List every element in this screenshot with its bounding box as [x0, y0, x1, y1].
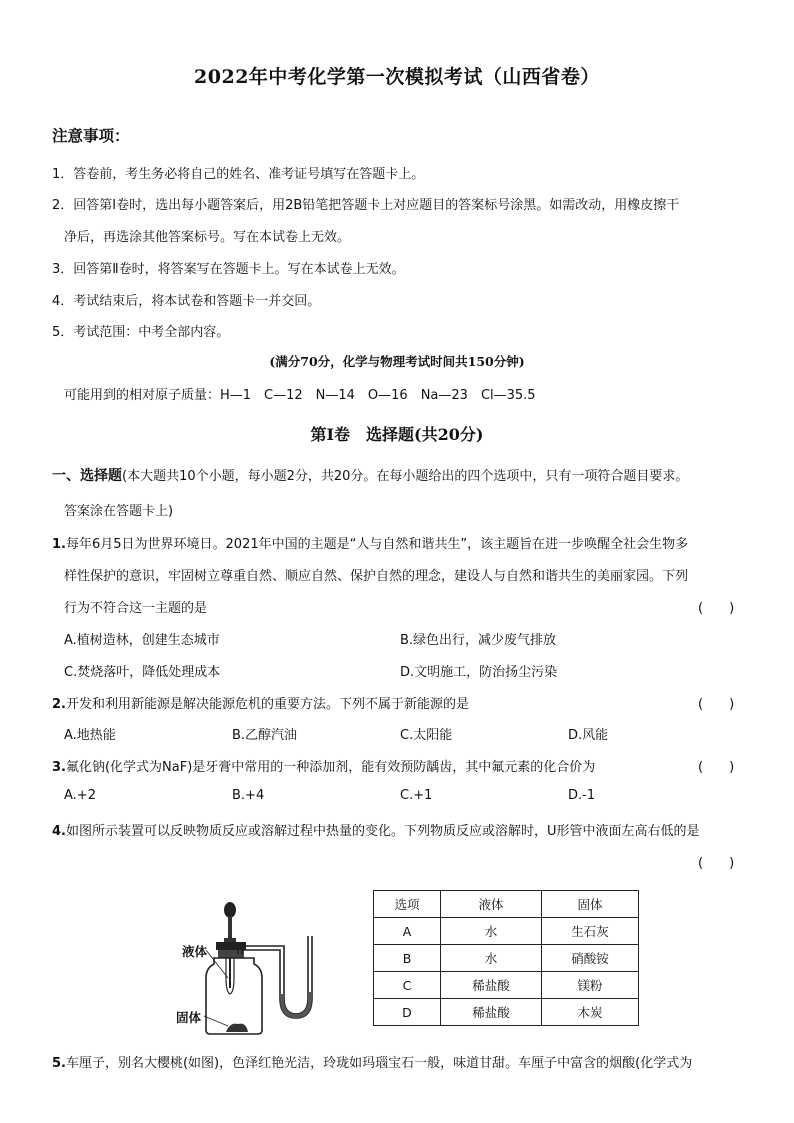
table-row [374, 945, 639, 972]
table-cell: 生石灰 [542, 918, 639, 945]
option-c: C.焚烧落叶，降低处理成本 [64, 665, 221, 680]
question-4-stem [52, 820, 700, 839]
figure-label-liquid: 液体 [182, 944, 208, 959]
option-b: B.绿色出行，减少废气排放 [400, 633, 557, 648]
option-d: D.风能 [568, 728, 609, 743]
note-item-2: 2．回答第Ⅰ卷时，选出每小题答案后，用2B铅笔把答题卡上对应题目的答案标号涂黑。如需改动，用橡皮擦干 [52, 198, 680, 213]
table-header-cell: 固体 [542, 891, 639, 918]
notes-heading: 注意事项： [52, 127, 130, 145]
question-number: 4. [52, 824, 66, 839]
question-1-line-3: 行为不符合这一主题的是 [64, 601, 208, 616]
question-text: 开发和利用新能源是解决能源危机的重要方法。下列不属于新能源的是 [65, 697, 469, 712]
table-cell: 木炭 [542, 999, 639, 1026]
note-item-3: 3．回答第Ⅱ卷时，将答案写在答题卡上。写在本试卷上无效。 [52, 262, 405, 277]
page-title: 2022年中考化学第一次模拟考试（山西省卷） [194, 66, 600, 88]
table-cell: 镁粉 [542, 972, 639, 999]
question-1-line-1 [52, 533, 688, 552]
question-text: 如图所示装置可以反映物质反应或溶解过程中热量的变化。下列物质反应或溶解时，U形管中液面左高右低的是 [65, 824, 700, 839]
q4-options-table [373, 890, 639, 1026]
option-b: B.+4 [232, 788, 265, 803]
score-line: (满分70分，化学与物理考试时间共150分钟) [269, 354, 525, 369]
table-cell: A [374, 918, 441, 945]
question-5-stem [52, 1052, 692, 1071]
solid-icon [226, 1024, 248, 1032]
answer-paren: ( ) [698, 856, 735, 871]
question-number: 1. [52, 537, 66, 552]
table-row [374, 972, 639, 999]
question-3-stem [52, 756, 595, 775]
table-header-row [374, 891, 639, 918]
table-row [374, 999, 639, 1026]
option-a: A.植树造林，创建生态城市 [64, 633, 220, 648]
option-b: B.乙醇汽油 [232, 728, 298, 743]
question-text: 车厘子，别名大樱桃(如图)，色泽红艳光洁，玲珑如玛瑙宝石一般，味道甘甜。车厘子中富含的烟酸(化学式为 [65, 1056, 693, 1071]
apparatus-figure [176, 898, 366, 1038]
table-cell: C [374, 972, 441, 999]
part1-heading: 第Ⅰ卷 选择题(共20分) [310, 425, 484, 444]
table-cell: D [374, 999, 441, 1026]
table-cell: 稀盐酸 [441, 999, 542, 1026]
option-a: A.地热能 [64, 728, 116, 743]
table-row [374, 918, 639, 945]
question-number: 2. [52, 697, 66, 712]
section-label: 一、选择题 [52, 468, 122, 484]
question-text: 每年6月5日为世界环境日。2021年中国的主题是“人与自然和谐共生”，该主题旨在进一步唤醒全社会生物多 [65, 537, 689, 552]
table-cell: B [374, 945, 441, 972]
option-c: C.太阳能 [400, 728, 453, 743]
table-header-cell: 液体 [441, 891, 542, 918]
option-c: C.+1 [400, 788, 433, 803]
answer-paren: ( ) [698, 601, 735, 616]
question-text: 氟化钠(化学式为NaF)是牙膏中常用的一种添加剂，能有效预防龋齿，其中氟元素的化合价为 [65, 760, 596, 775]
option-a: A.+2 [64, 788, 96, 803]
question-2-stem [52, 693, 469, 712]
note-item-1: 1．答卷前，考生务必将自己的姓名、准考证号填写在答题卡上。 [52, 167, 425, 182]
question-number: 5. [52, 1056, 66, 1071]
section-desc-cont: 答案涂在答题卡上) [64, 504, 174, 519]
table-header-cell: 选项 [374, 891, 441, 918]
answer-paren: ( ) [698, 760, 735, 775]
question-number: 3. [52, 760, 66, 775]
option-d: D.-1 [568, 788, 596, 803]
answer-paren: ( ) [698, 697, 735, 712]
note-item-5: 5．考试范围：中考全部内容。 [52, 325, 230, 340]
section-desc: (本大题共10个小题，每小题2分，共20分。在每小题给出的四个选项中，只有一项符合题目要求。 [122, 469, 689, 484]
note-item-4: 4．考试结束后，将本试卷和答题卡一并交回。 [52, 294, 321, 309]
table-cell: 水 [441, 918, 542, 945]
table-cell: 稀盐酸 [441, 972, 542, 999]
table-cell: 水 [441, 945, 542, 972]
table-cell: 硝酸铵 [542, 945, 639, 972]
figure-label-solid: 固体 [176, 1010, 202, 1025]
option-d: D.文明施工，防治扬尘污染 [400, 665, 558, 680]
note-item-2-cont: 净后，再选涂其他答案标号。写在本试卷上无效。 [64, 230, 351, 245]
dropper-bulb-icon [224, 902, 236, 918]
question-1-line-2: 样性保护的意识，牢固树立尊重自然、顺应自然、保护自然的理念，建设人与自然和谐共生的美丽家园。下列 [64, 569, 689, 584]
section-intro [52, 465, 688, 485]
atomic-mass-line: 可能用到的相对原子质量：H—1 C—12 N—14 O—16 Na—23 Cl—35.5 [64, 388, 536, 403]
